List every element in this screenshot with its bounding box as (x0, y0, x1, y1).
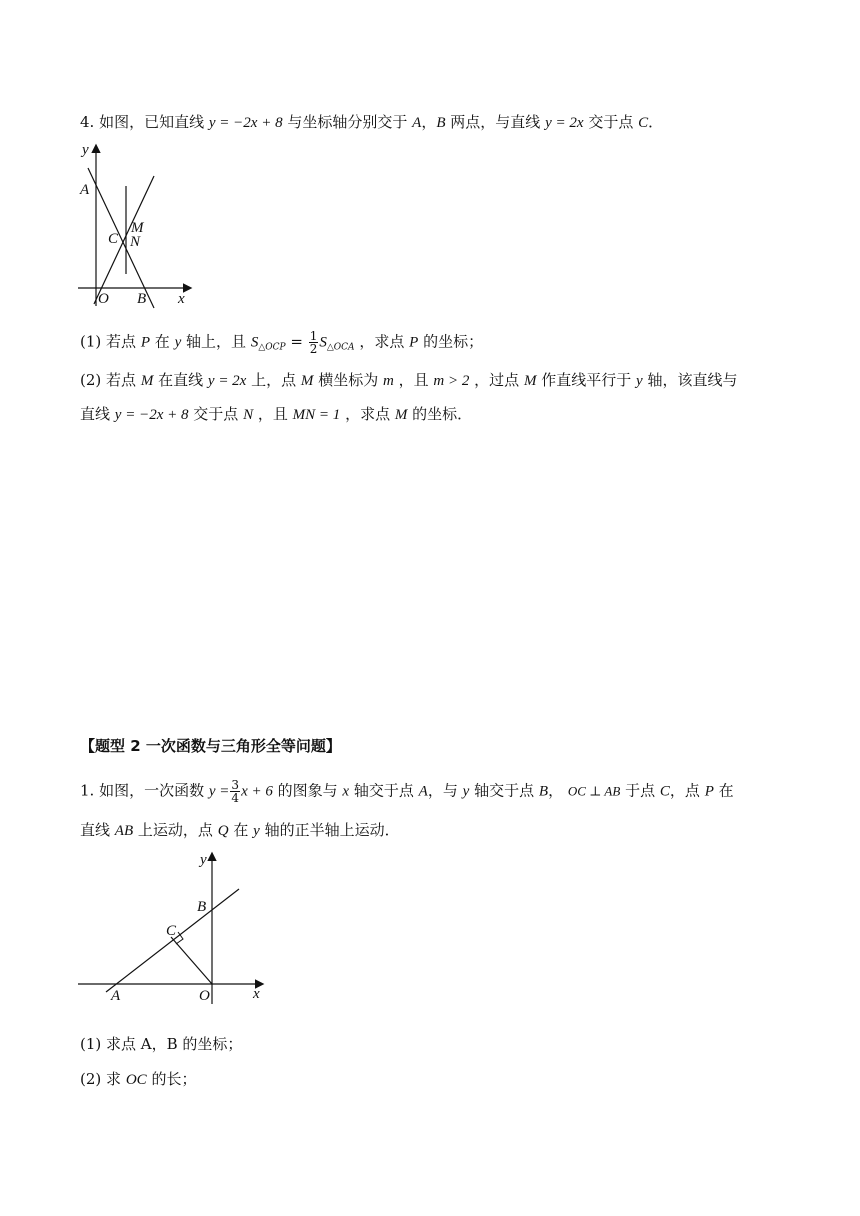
line-y-neg2x-8 (88, 168, 154, 308)
text: 在直线 (158, 371, 204, 389)
segment-label: AB (114, 823, 134, 839)
label-a: A (80, 182, 90, 198)
equation: MN = 1 (292, 407, 341, 423)
q1-number: 1. (80, 781, 95, 800)
text: 直线 (80, 405, 111, 423)
fraction (230, 779, 240, 804)
point-label: A (412, 115, 422, 131)
text: 在 (718, 781, 734, 800)
text: ， (548, 781, 564, 800)
text: 作直线平行于 (541, 371, 632, 389)
numerator: 1 (309, 329, 318, 343)
q4-part2-line1 (80, 369, 738, 392)
label-o: O (199, 988, 210, 1004)
label-c: C (108, 231, 119, 247)
text: 轴的正半轴上运动． (264, 821, 400, 839)
equation: y = −2x + 8 (114, 407, 189, 423)
text: ，求点 (345, 405, 391, 423)
q1-statement-line1 (80, 779, 734, 804)
area-subscript: △OCA (326, 342, 355, 353)
label-a: A (111, 988, 121, 1004)
perpendicular-relation: OC ⊥ AB (567, 783, 621, 799)
text: 两点，与直线 (450, 113, 541, 131)
axis-name: x (342, 783, 350, 800)
equation: y = 2x (545, 115, 584, 131)
segment-oc (171, 937, 212, 984)
point-label: C (638, 115, 649, 131)
text: 的长； (151, 1070, 197, 1088)
text: 如图，已知直线 (99, 113, 205, 131)
denominator: 2 (309, 342, 318, 356)
text: 若点 (106, 371, 137, 389)
equals: = (290, 332, 303, 351)
point-label: M (140, 373, 154, 389)
area-symbol: S (319, 334, 327, 351)
text: ，且 (398, 371, 429, 389)
q1-figure (72, 848, 272, 1008)
point-label: B (436, 115, 446, 131)
label-o: O (98, 291, 109, 307)
numerator: 3 (231, 778, 240, 792)
point-label: B (538, 783, 549, 800)
text: 在 (154, 332, 170, 351)
x-axis-label: x (178, 291, 185, 307)
label-c: C (166, 923, 177, 939)
equation: y = 2x (207, 373, 247, 389)
condition: m > 2 (433, 373, 470, 389)
q1-part2 (80, 1068, 196, 1091)
point-label: M (394, 407, 408, 423)
text: ， (421, 113, 437, 131)
point-label: P (140, 334, 150, 351)
area-subscript: △OCP (258, 342, 286, 353)
axis-name: y (174, 334, 182, 351)
point-label: Q (217, 823, 229, 839)
text: 轴交于点 (353, 781, 414, 800)
axis-name: y (462, 783, 470, 800)
point-label: A (418, 783, 428, 800)
axis-name: y (253, 823, 260, 839)
text: 于点 (625, 781, 656, 800)
part-label: (1) (80, 332, 102, 351)
part-label: (2) (80, 371, 102, 389)
q1-statement-line2 (80, 819, 400, 842)
text: 直线 (80, 821, 111, 839)
text: ． (648, 113, 664, 131)
text: ，过点 (474, 371, 520, 389)
y-axis-label: y (82, 142, 89, 158)
q4-figure (72, 140, 202, 310)
point-label: P (409, 334, 419, 351)
text: 轴上，且 (186, 332, 247, 351)
label-b: B (197, 899, 207, 915)
section-heading: 【题型 2 一次函数与三角形全等问题】 (80, 737, 341, 755)
text: 交于点 (588, 113, 634, 131)
equation-lhs: y = (208, 783, 230, 800)
part-label: (2) (80, 1070, 102, 1088)
text: 的坐标． (412, 405, 473, 423)
text: 的图象与 (277, 781, 338, 800)
point-label: N (243, 407, 254, 423)
text: ，且 (257, 405, 288, 423)
fraction (309, 330, 319, 355)
text: 上，点 (251, 371, 297, 389)
area-symbol: S (250, 334, 259, 351)
text: 与坐标轴分别交于 (287, 113, 408, 131)
text: ，点 (669, 781, 700, 800)
text: 在 (233, 821, 249, 839)
text: ，与 (427, 781, 458, 800)
text: ，求点 (359, 332, 405, 351)
text: 求点 A，B 的坐标； (106, 1035, 243, 1053)
text: 上运动，点 (137, 821, 213, 839)
part-label: (1) (80, 1035, 102, 1053)
equation: y = −2x + 8 (208, 115, 283, 131)
label-n: N (130, 234, 141, 250)
q4-part1 (80, 330, 483, 359)
q4-number: 4. (80, 113, 95, 131)
line-ab (106, 889, 239, 992)
text: 的坐标； (423, 332, 484, 351)
text: 轴，该直线与 (647, 371, 738, 389)
text: 交于点 (193, 405, 239, 423)
segment-label: OC (125, 1072, 147, 1088)
q4-statement (80, 111, 663, 134)
point-label: P (704, 783, 714, 800)
text: 求 (106, 1070, 122, 1088)
q4-part2-line2 (80, 403, 472, 426)
text: 轴交于点 (474, 781, 535, 800)
point-label: M (300, 373, 314, 389)
y-axis-label: y (200, 852, 207, 868)
x-axis-label: x (253, 986, 260, 1002)
text: 如图，一次函数 (99, 781, 205, 800)
label-b: B (137, 291, 147, 307)
variable: m (383, 373, 394, 389)
denominator: 4 (231, 791, 240, 805)
line-y-2x (94, 176, 154, 304)
axis-name: y (636, 373, 643, 389)
equation-rhs: x + 6 (241, 783, 273, 800)
point-label: M (523, 373, 537, 389)
text: 横坐标为 (318, 371, 379, 389)
label-m: M (131, 220, 144, 236)
point-label: C (659, 783, 670, 800)
q1-part1 (80, 1033, 242, 1055)
text: 若点 (106, 332, 137, 351)
